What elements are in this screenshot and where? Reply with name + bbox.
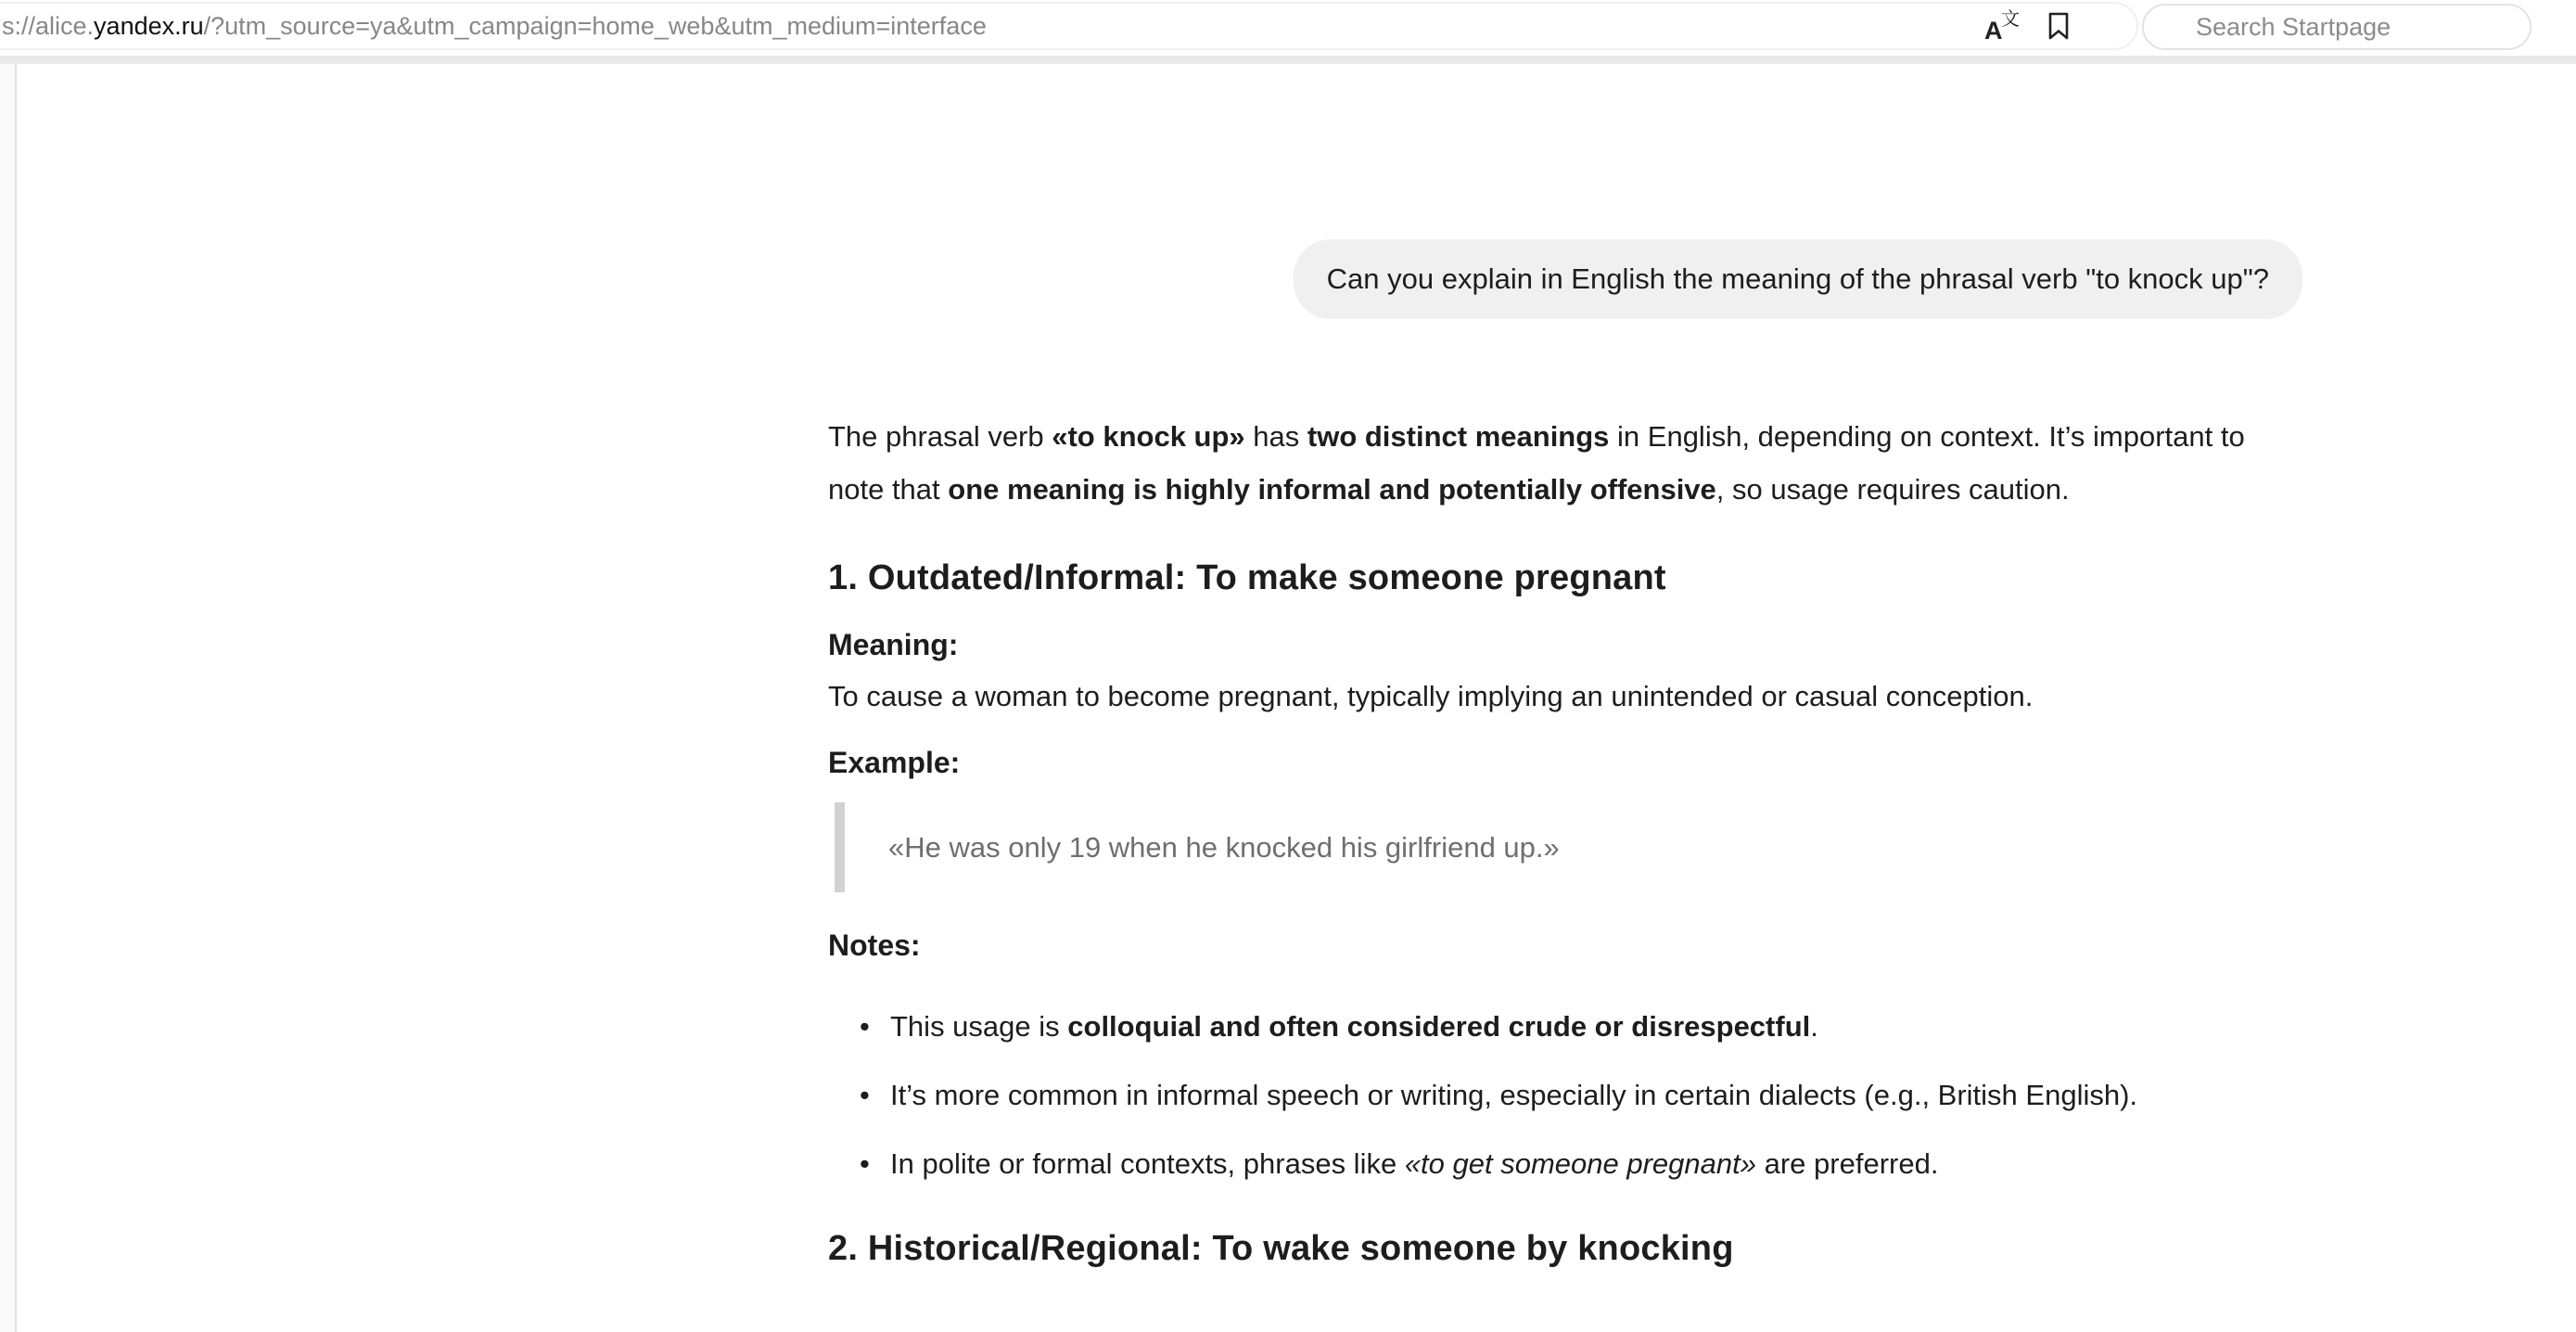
url-domain: yandex.ru: [94, 11, 204, 40]
page-content: [0, 64, 2576, 1332]
assistant-response: [828, 410, 2302, 1272]
user-message-row: [828, 239, 2302, 319]
translate-icon-letter: A: [1984, 17, 2003, 45]
address-bar[interactable]: [0, 2, 2138, 50]
notes-label: Notes:: [828, 929, 921, 962]
notes-list: [828, 1000, 2302, 1190]
search-placeholder: Search Startpage: [2196, 12, 2391, 41]
address-url[interactable]: [2, 4, 987, 48]
note-item: • In polite or formal contexts, phrases like «to get someone pregnant» are preferred.: [828, 1137, 2302, 1190]
section1-heading: 1. Outdated/Informal: To make someone pregnant: [828, 558, 1666, 597]
bookmark-icon[interactable]: [2047, 11, 2070, 41]
toolbar-icon-group: [1984, 4, 2070, 48]
toolbar-divider: [0, 56, 2576, 64]
user-message-bubble: Can you explain in English the meaning of the phrasal verb "to knock up"?: [1294, 239, 2302, 319]
page-left-gutter: [0, 64, 17, 1332]
section2-heading: 2. Historical/Regional: To wake someone by knocking: [828, 1229, 1734, 1268]
note-item: • This usage is colloquial and often considered crude or disrespectful.: [828, 1000, 2302, 1053]
translate-icon[interactable]: [1984, 8, 2020, 44]
url-path-query: /?utm_source=ya&utm_campaign=home_web&utm_medium=interface: [203, 11, 987, 40]
browser-toolbar: [0, 0, 2576, 56]
response-intro: The phrasal verb «to knock up» has two distinct meanings in English, depending on context. It’s important to note that one meaning is highly informal and potentially offensive, so usage requires caution.: [828, 420, 2245, 506]
chat-thread: [828, 64, 2302, 1272]
example-label: Example:: [828, 746, 961, 779]
translate-icon-glyph: 文: [2001, 9, 2020, 30]
example-quote: [835, 802, 2302, 892]
meaning-text: To cause a woman to become pregnant, typically implying an unintended or casual conception.: [828, 680, 2034, 712]
note-item: • It’s more common in informal speech or writing, especially in certain dialects (e.g., British English).: [828, 1069, 2302, 1121]
example-quote-text: «He was only 19 when he knocked his girlfriend up.»: [888, 831, 1560, 864]
url-scheme-subdomain: s://alice.: [2, 11, 95, 40]
search-input[interactable]: [2142, 4, 2531, 50]
meaning-label: Meaning:: [828, 628, 959, 661]
